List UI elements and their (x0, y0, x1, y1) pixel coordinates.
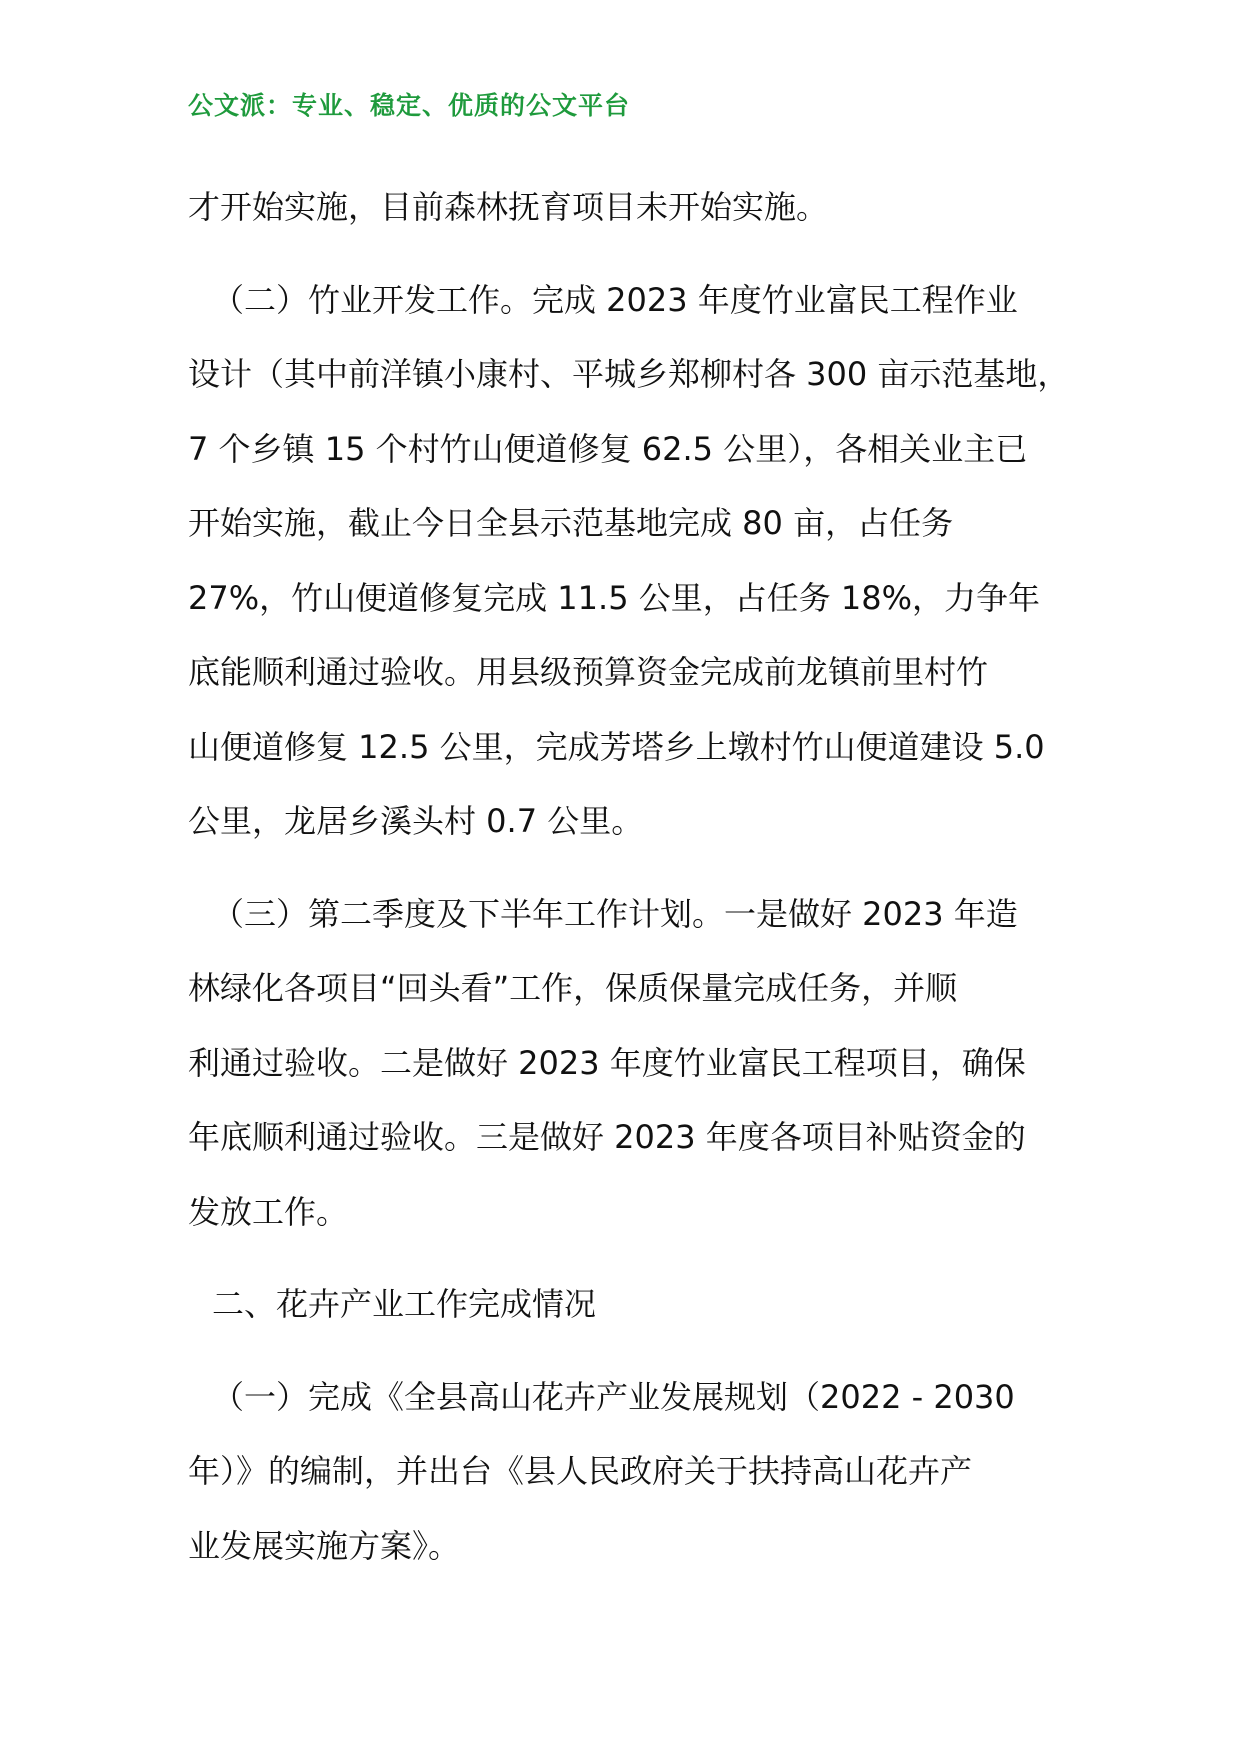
text-line-9: 公里，龙居乡溪头村 0.7 公里。 (188, 802, 644, 840)
text-line-16: （一）完成《全县高山花卉产业发展规划（2022 - 2030 (212, 1377, 1015, 1416)
text-line-6: 27%，竹山便道修复完成 11.5 公里，占任务 18%，力争年 (188, 578, 1041, 617)
text-line-18: 业发展实施方案》。 (188, 1526, 461, 1565)
text-line-17: 年）》的编制，并出台《县人民政府关于扶持高山花卉产 (188, 1452, 973, 1490)
text-line-3: 设计（其中前洋镇小康村、平城乡郑柳村各 300 亩示范基地， (188, 355, 1070, 393)
text-line-4: 7 个乡镇 15 个村竹山便道修复 62.5 公里），各相关业主已 (188, 429, 1028, 468)
text-line-1: 才开始实施，目前森林抚育项目未开始实施。 (188, 188, 829, 226)
text-line-10: （三）第二季度及下半年工作计划。一是做好 2023 年造 (212, 894, 1018, 933)
text-line-14: 发放工作。 (188, 1192, 349, 1231)
text-line-2: （二）竹业开发工作。完成 2023 年度竹业富民工程作业 (212, 280, 1018, 319)
section-heading: 二、花卉产业工作完成情况 (212, 1285, 597, 1323)
text-line-12: 利通过验收。二是做好 2023 年度竹业富民工程项目，确保 (188, 1043, 1026, 1082)
text-line-8: 山便道修复 12.5 公里，完成芳塔乡上墩村竹山便道建设 5.0 (188, 727, 1045, 766)
text-line-11: 林绿化各项目“回头看”工作，保质保量完成任务，并顺 (188, 969, 958, 1007)
text-line-5: 开始实施，截止今日全县示范基地完成 80 亩，占任务 (188, 504, 954, 542)
document-body (188, 170, 1068, 1583)
text-line-13: 年底顺利通过验收。三是做好 2023 年度各项目补贴资金的 (188, 1118, 1026, 1156)
text-line-7: 底能顺利通过验收。用县级预算资金完成前龙镇前里村竹 (188, 653, 989, 691)
brand-header: 公文派：专业、稳定、优质的公文平台 (188, 91, 631, 120)
